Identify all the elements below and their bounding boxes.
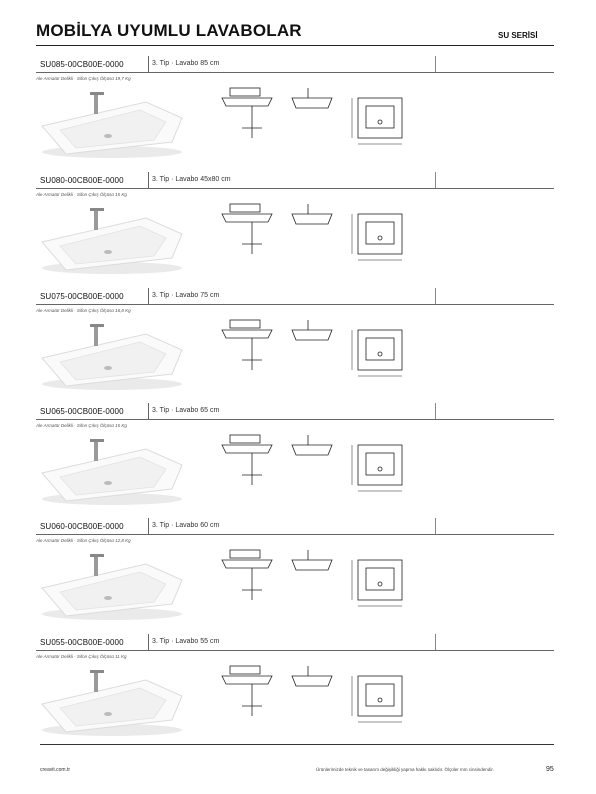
technical-drawing [212,78,412,168]
series-label: SU SERİSİ [498,31,538,40]
product-code: SU085-00CB00E-0000 [40,60,124,69]
product-block [36,403,554,519]
product-block [36,288,554,404]
basin-photo [36,544,186,624]
product-info: Ale Armatür Delikli · Sifon Çıkış Ölçüsü 12,8 Kg [36,538,131,543]
website-link[interactable]: creavit.com.tr [40,767,71,773]
product-header [36,288,554,305]
product-info: Ale Armatür Delikli · Sifon Çıkış Ölçüsü 19,7 Kg [36,76,131,81]
technical-drawing [212,310,412,400]
footer-divider [40,744,554,745]
basin-photo [36,198,186,278]
product-header [36,403,554,420]
product-header [36,634,554,651]
product-info: Ale Armatür Delikli · Sifon Çıkış Ölçüsü 16,8 Kg [36,308,131,313]
product-block [36,634,554,750]
basin-photo [36,82,186,162]
product-code: SU060-00CB00E-0000 [40,522,124,531]
product-code: SU080-00CB00E-0000 [40,176,124,185]
basin-photo [36,660,186,740]
product-dimension: 3. Tip · Lavabo 85 cm [152,60,220,67]
technical-drawing [212,194,412,284]
product-dimension: 3. Tip · Lavabo 75 cm [152,292,220,299]
product-info: Ale Armatür Delikli · Sifon Çıkış Ölçüsü 15 Kg [36,423,127,428]
basin-photo [36,429,186,509]
technical-drawing [212,540,412,630]
product-header [36,518,554,535]
footer-note: Ürünlerimizde teknik ve tasarım değişikliği yapma hakkı saklıdır. Ölçüler mm cinsindendir. [316,767,494,772]
basin-photo [36,314,186,394]
product-dimension: 3. Tip · Lavabo 45x80 cm [152,176,231,183]
product-code: SU055-00CB00E-0000 [40,638,124,647]
product-code: SU075-00CB00E-0000 [40,292,124,301]
product-info: Ale Armatür Delikli · Sifon Çıkış Ölçüsü 15 Kg [36,192,127,197]
technical-drawing [212,425,412,515]
product-header [36,172,554,189]
product-block [36,172,554,288]
header-divider [36,45,554,46]
page-number: 95 [546,766,554,773]
page-title: MOBİLYA UYUMLU LAVABOLAR [36,21,302,40]
product-block [36,518,554,634]
product-block [36,56,554,172]
product-header [36,56,554,73]
product-dimension: 3. Tip · Lavabo 55 cm [152,638,220,645]
product-info: Ale Armatür Delikli · Sifon Çıkış Ölçüsü 11 Kg [36,654,127,659]
technical-drawing [212,656,412,746]
product-code: SU065-00CB00E-0000 [40,407,124,416]
product-dimension: 3. Tip · Lavabo 65 cm [152,407,220,414]
product-dimension: 3. Tip · Lavabo 60 cm [152,522,220,529]
